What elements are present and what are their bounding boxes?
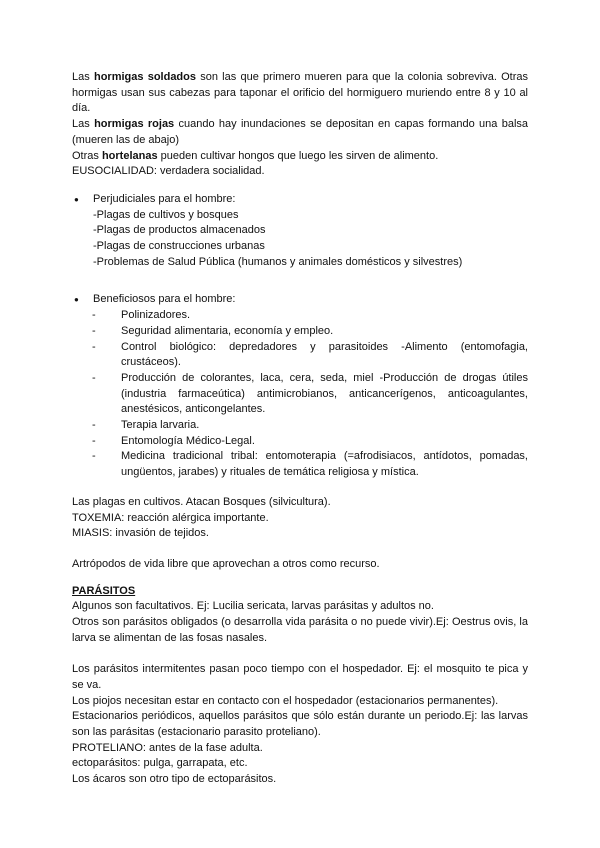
dash: - (92, 419, 96, 432)
text: Terapia larvaria. (121, 419, 200, 432)
dash: - (92, 450, 96, 463)
paragraph: TOXEMIA: reacción alérgica importante. (72, 511, 269, 524)
bullet-title: ● Beneficiosos para el hombre: (72, 292, 528, 308)
text: Control biológico: depredadores y parasitoides -Alimento (entomofagia, crustáceos). (121, 340, 528, 369)
list-item (72, 340, 528, 371)
paragraph: MIASIS: invasión de tejidos. (72, 527, 209, 540)
text: pueden cultivar hongos que luego les sirven de alimento. (157, 149, 439, 162)
intro-section (72, 70, 528, 180)
list-item (72, 449, 528, 480)
paragraph: Algunos son facultativos. Ej: Lucilia sericata, larvas parásitas y adultos no. (72, 600, 434, 613)
document-body (72, 0, 528, 788)
text: Polinizadores. (121, 309, 191, 322)
list-item: -Plagas de construcciones urbanas (93, 240, 265, 253)
list-item: -Problemas de Salud Pública (humanos y animales domésticos y silvestres) (93, 255, 463, 268)
list-item (72, 308, 528, 324)
text: Producción de colorantes, laca, cera, seda, miel -Producción de drogas útiles (industria farmaceútica) antimicrobianos, anticancerígenos, anticoagulantes, anestésicos, anticongelantes. (121, 371, 528, 416)
dash: - (92, 371, 96, 384)
beneficiosos-list (72, 292, 528, 480)
dash: - (92, 309, 96, 322)
list-item: -Plagas de productos almacenados (93, 224, 266, 237)
bold-text: hortelanas (101, 149, 158, 162)
parasitos-section (72, 584, 528, 788)
text: Medicina tradicional tribal: entomoterapia (=afrodisiacos, antídotos, pomadas, ungüentos, jarabes) y rituales de temática religiosa y mística. (121, 450, 528, 479)
bold-text: hormigas rojas (94, 118, 175, 131)
text: son las que primero mueren para que la colonia sobreviva. Otras hormigas usan sus cabezas para taponar el orificio del hormiguero muriendo entre 8 y 10 al día. (72, 71, 529, 115)
dash: - (92, 340, 96, 353)
paragraph: EUSOCIALIDAD: verdadera socialidad. (72, 165, 265, 178)
paragraph (72, 149, 528, 165)
section-heading: PARÁSITOS (72, 584, 136, 597)
text: Seguridad alimentaria, economía y empleo. (121, 324, 334, 337)
list-item (72, 434, 528, 450)
paragraph: Estacionarios periódicos, aquellos parásitos que sólo están durante un periodo.Ej: las larvas son las parásitas (estacionario parasito proteliano). (72, 710, 528, 738)
dash: - (92, 324, 96, 337)
bold-text: hormigas soldados (93, 71, 196, 83)
list-item (72, 371, 528, 418)
paragraph: Los piojos necesitan estar en contacto con el hospedador (estacionarios permanentes). (72, 694, 499, 707)
paragraph (72, 70, 528, 117)
paragraph: ectoparásitos: pulga, garrapata, etc. (72, 757, 248, 770)
list-item: -Plagas de cultivos y bosques (93, 208, 239, 221)
text: Las (72, 118, 95, 131)
text: Otras (72, 149, 102, 162)
paragraph: Artrópodos de vida libre que aprovechan a otros como recurso. (72, 557, 380, 570)
plagas-section (72, 495, 528, 542)
dash: - (92, 434, 96, 447)
paragraph: Otros son parásitos obligados (o desarrolla vida parásita o no puede vivir).Ej: Oestrus ovis, la larva se alimentan de las fosas nasales. (72, 616, 528, 644)
list-item (72, 324, 528, 340)
paragraph (72, 117, 528, 148)
text: Las (72, 71, 94, 83)
text: cuando hay inundaciones se depositan en capas formando una balsa (mueren las de abajo) (72, 118, 529, 146)
paragraph: PROTELIANO: antes de la fase adulta. (72, 741, 263, 754)
paragraph: Los ácaros son otro tipo de ectoparásitos. (72, 773, 277, 786)
paragraph: Los parásitos intermitentes pasan poco tiempo con el hospedador. Ej: el mosquito te pica y se va. (72, 663, 528, 691)
bullet-title: ● Perjudiciales para el hombre: (72, 192, 528, 208)
paragraph: Las plagas en cultivos. Atacan Bosques (silvicultura). (72, 495, 331, 508)
perjudiciales-list (72, 192, 528, 271)
text: Entomología Médico-Legal. (121, 434, 255, 447)
list-item (72, 418, 528, 434)
